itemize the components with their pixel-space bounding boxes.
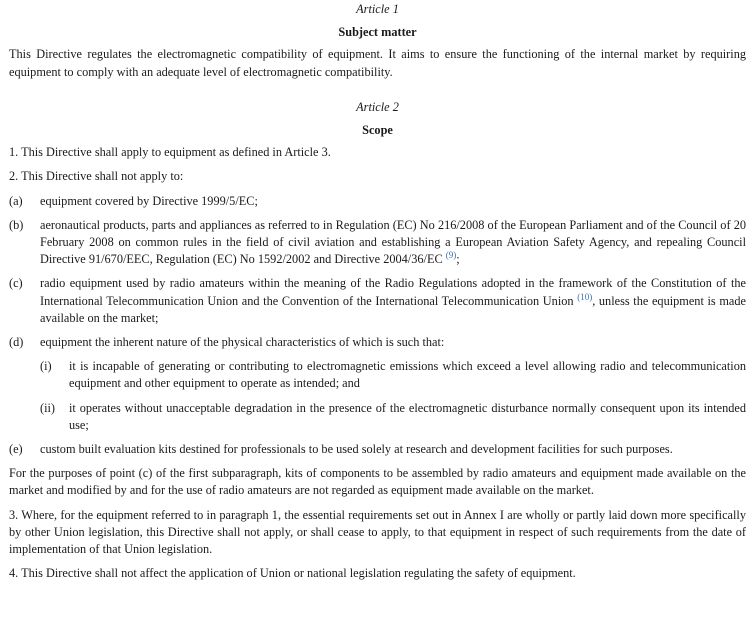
paragraph-4: 4. This Directive shall not affect the application of Union or national legislation regulating the safety of equipment.	[9, 566, 576, 581]
list-text: equipment covered by Directive 1999/5/EC;	[40, 193, 258, 208]
sub-text: it is incapable of generating or contributing to electromagnetic emissions which exceed a level allowing radio and telecommunication equipment and other equipment to operate as intended; and	[69, 359, 746, 391]
list-text	[40, 217, 746, 269]
subparagraph: For the purposes of point (c) of the first subparagraph, kits of components to be assembled by radio amateurs and equipment made available on the market and modified by and for the use of radio amateurs are not regarded as equipment made available on the market.	[9, 466, 746, 498]
list-label: (c)	[9, 276, 23, 291]
list-item-a	[9, 193, 746, 210]
list-label: (e)	[9, 442, 23, 457]
paragraph-2: 2. This Directive shall not apply to:	[9, 169, 184, 184]
list-text-part: ;	[456, 252, 460, 267]
list-text-part: radio equipment used by radio amateurs within the meaning of the Radio Regulations adopted in the framework of the Constitution of the International Telecommunication Union and the Convention of the International Telecommunication Union	[40, 276, 746, 308]
sub-text: it operates without unacceptable degradation in the presence of the electromagnetic disturbance normally consequent upon its intended use;	[69, 400, 746, 432]
list-item-b	[9, 217, 746, 269]
paragraph-1: 1. This Directive shall apply to equipment as defined in Article 3.	[9, 145, 331, 160]
article-2-subject: Scope	[362, 123, 393, 138]
article-1-text: This Directive regulates the electromagnetic compatibility of equipment. It aims to ensure the functioning of the internal market by requiring equipment to comply with an adequate level of electromagnetic compatibility.	[9, 47, 746, 79]
list-text: custom built evaluation kits destined for professionals to be used solely at research and development facilities for such purposes.	[40, 442, 673, 457]
footnote-link[interactable]: (9)	[445, 250, 457, 261]
article-1-title: Article 1	[356, 2, 399, 16]
list-text-part: aeronautical products, parts and appliances as referred to in Regulation (EC) No 216/2008 of the European Parliament and of the Council of 20 February 2008 on common rules in the field of civil aviation and establishing a European Aviation Safety Agency, and repealing Council Directive 91/670/EEC, Regulation (EC) No 1592/2002 and Directive 2004/36/EC	[40, 217, 746, 267]
list-item-e	[9, 441, 746, 458]
paragraph-3: 3. Where, for the equipment referred to in paragraph 1, the essential requirements set out in Annex I are wholly or partly laid down more specifically by other Union legislation, this Directive shall not apply, or shall cease to apply, to that equipment in respect of such requirements from the date of implementation of that Union legislation.	[9, 507, 746, 557]
list-item-c	[9, 275, 746, 327]
article-1-subject: Subject matter	[338, 25, 417, 40]
list-label: (a)	[9, 193, 23, 208]
sub-item-ii	[40, 400, 746, 434]
list-text	[40, 275, 746, 327]
list-item-d	[9, 334, 746, 351]
sub-item-i	[40, 358, 746, 392]
footnote-number: 9	[448, 250, 454, 261]
footnote-link[interactable]: (10)	[577, 291, 593, 302]
sub-label: (ii)	[40, 400, 56, 415]
footnote-number: 10	[580, 291, 590, 302]
article-2-title: Article 2	[356, 99, 399, 114]
list-text: equipment the inherent nature of the physical characteristics of which is such that:	[40, 335, 445, 350]
list-label: (b)	[9, 217, 24, 232]
sub-label: (i)	[40, 359, 52, 374]
spacer	[9, 88, 746, 99]
list-label: (d)	[9, 335, 24, 350]
list-text-part: , unless the equipment is made available on the market;	[40, 293, 746, 325]
